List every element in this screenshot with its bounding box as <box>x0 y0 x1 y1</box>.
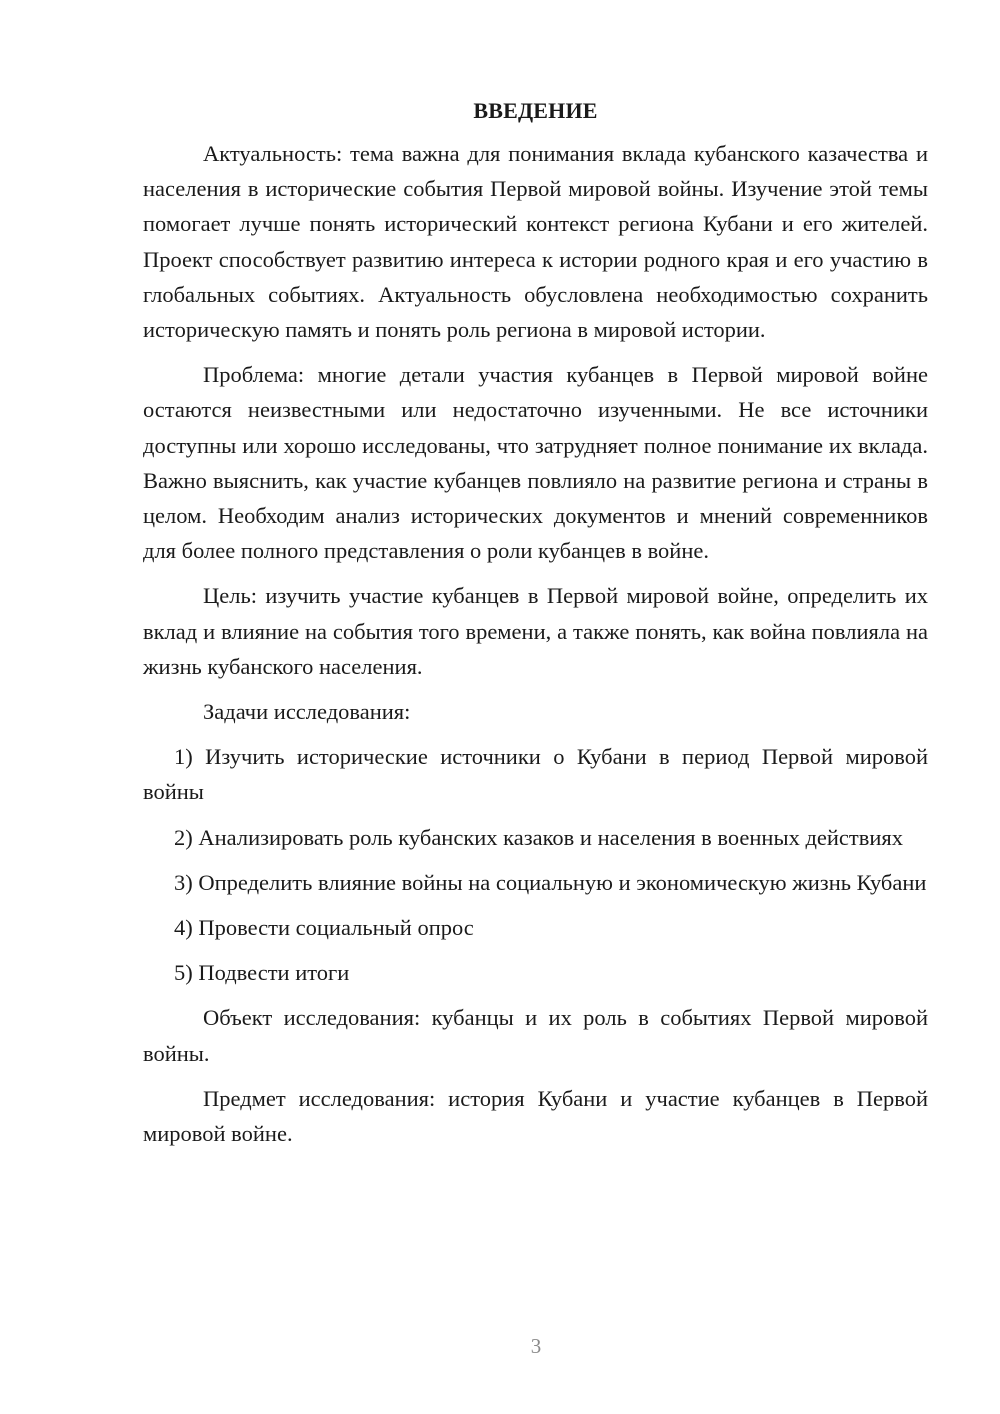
subject-paragraph: Предмет исследования: история Кубани и участие кубанцев в Первой мировой войне. <box>143 1085 928 1147</box>
goal-paragraph: Цель: изучить участие кубанцев в Первой мировой войне, определить их вклад и влияние на события того времени, а также понять, как война повлияла на жизнь кубанского населения. <box>143 583 928 679</box>
object-paragraph: Объект исследования: кубанцы и их роль в событиях Первой мировой войны. <box>143 1005 928 1066</box>
problem-paragraph: Проблема: многие детали участия кубанцев в Первой мировой войне остаются неизвестными или недостаточно изученными. Не все источники доступны или хорошо исследованы, что затрудняет полное понимание их вклада. Важно выяснить, как участие кубанцев повлияло на развитие региона и страны в целом. Необходим анализ исторических документов и мнений современников для более полного представления о роли кубанцев в войне. <box>143 362 928 564</box>
task-item: 1) Изучить исторические источники о Кубани в период Первой мировой войны <box>143 744 928 805</box>
task-item: 2) Анализировать роль кубанских казаков и населения в военных действиях <box>174 824 903 850</box>
section-heading: ВВЕДЕНИЕ <box>473 98 598 123</box>
page-content <box>143 94 928 1161</box>
tasks-intro: Задачи исследования: <box>203 699 411 725</box>
task-item: 4) Провести социальный опрос <box>174 915 474 941</box>
relevance-paragraph: Актуальность: тема важна для понимания вклада кубанского казачества и населения в исторические события Первой мировой войны. Изучение этой темы помогает лучше понять исторический контекст региона Кубани и его жителей. Проект способствует развитию интереса к истории родного края и его участию в глобальных событиях. Актуальность обусловлена необходимостью сохранить историческую память и понять роль региона в мировой истории. <box>143 141 928 343</box>
task-item: 3) Определить влияние войны на социальную и экономическую жизнь Кубани <box>174 869 927 895</box>
page-number: 3 <box>530 1334 542 1358</box>
task-item: 5) Подвести итоги <box>174 960 350 986</box>
